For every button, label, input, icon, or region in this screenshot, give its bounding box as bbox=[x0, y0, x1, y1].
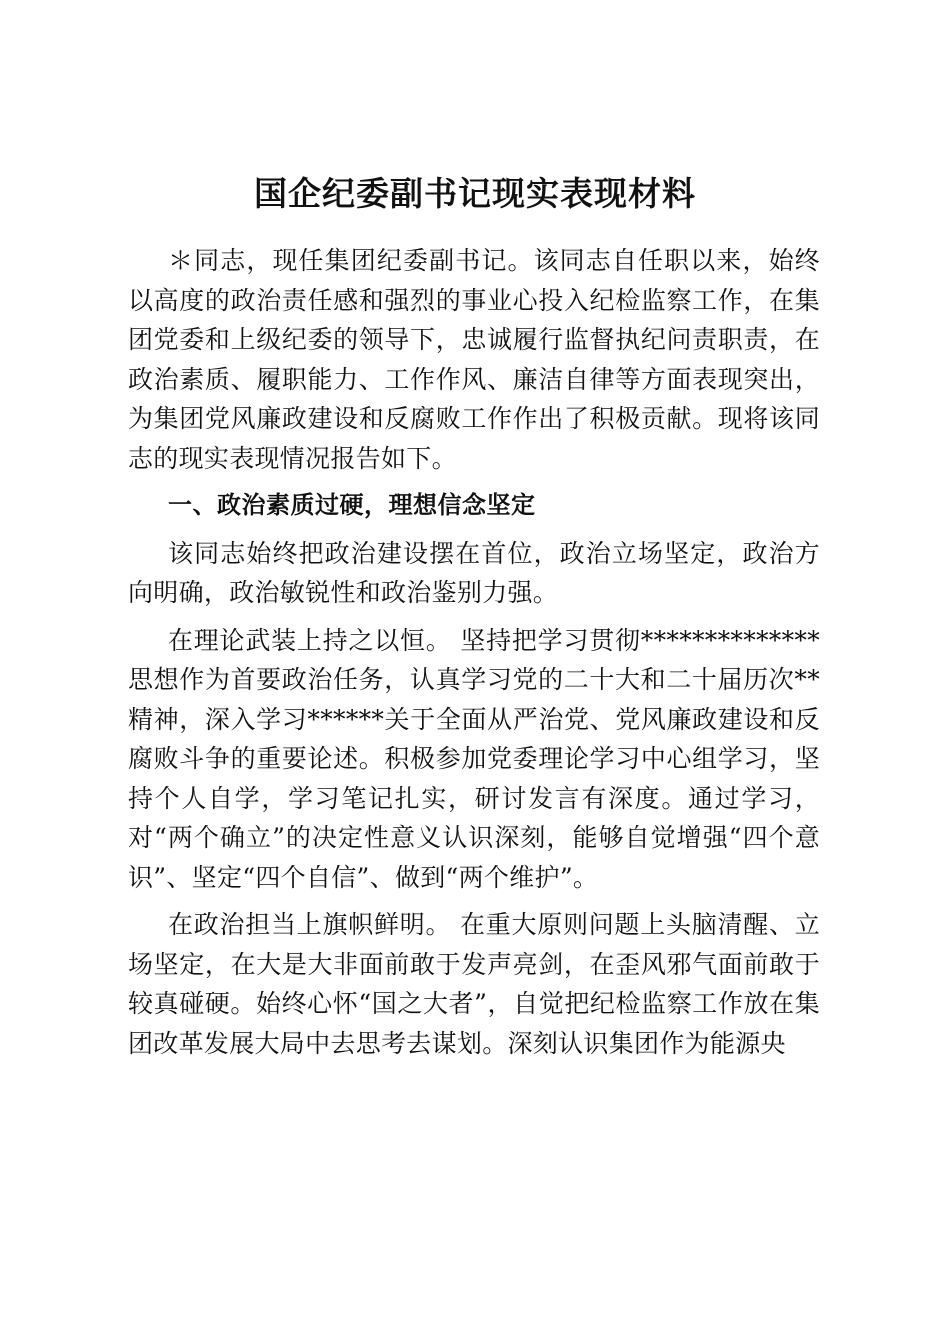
theory-lead: 在理论武装上持之以恒。 bbox=[168, 625, 452, 655]
document-body bbox=[128, 241, 820, 1063]
section-summary-paragraph: 该同志始终把政治建设摆在首位，政治立场坚定，政治方向明确，政治敏锐性和政治鉴别力强。 bbox=[128, 538, 820, 607]
spacer bbox=[128, 613, 820, 621]
document-title: 国企纪委副书记现实表现材料 bbox=[254, 174, 696, 213]
spacer bbox=[128, 526, 820, 534]
political-body: 在重大原则问题上头脑清醒、立场坚定，在大是大非面前敢于发声亮剑，在歪风邪气面前敢于较真碰硬。始终心怀“国之大者”，自觉把纪检监察工作放在集团改革发展大局中去思考去谋划。深刻认识集团作为能源央 bbox=[128, 910, 820, 1058]
intro-paragraph: ＊同志，现任集团纪委副书记。该同志自任职以来，始终以高度的政治责任感和强烈的事业心投入纪检监察工作，在集团党委和上级纪委的领导下，忠诚履行监督执纪问责职责，在政治素质、履职能力、工作作风、廉洁自律等方面表现突出，为集团党风廉政建设和反腐败工作作出了积极贡献。现将该同志的现实表现情况报告如下。 bbox=[128, 246, 820, 473]
spacer bbox=[128, 478, 820, 486]
spacer bbox=[128, 897, 820, 905]
political-lead: 在政治担当上旗帜鲜明。 bbox=[168, 910, 452, 939]
political-paragraph bbox=[128, 905, 820, 1063]
section-heading: 一、政治素质过硬，理想信念坚定 bbox=[168, 491, 536, 519]
theory-body: 坚持把学习贯彻**************思想作为首要政治任务，认真学习党的二十大和二十届历次**精神，深入学习******关于全面从严治党、党风廉政建设和反腐败斗争的重要论述。积极参加党委理论学习中心组学习，坚持个人自学，学习笔记扎实，研讨发言有深度。通过学习，对“两个确立”的决定性意义认识深刻，能够自觉增强“四个意识”、坚定“四个自信”、做到“两个维护”。 bbox=[128, 625, 820, 892]
theory-paragraph bbox=[128, 621, 820, 898]
